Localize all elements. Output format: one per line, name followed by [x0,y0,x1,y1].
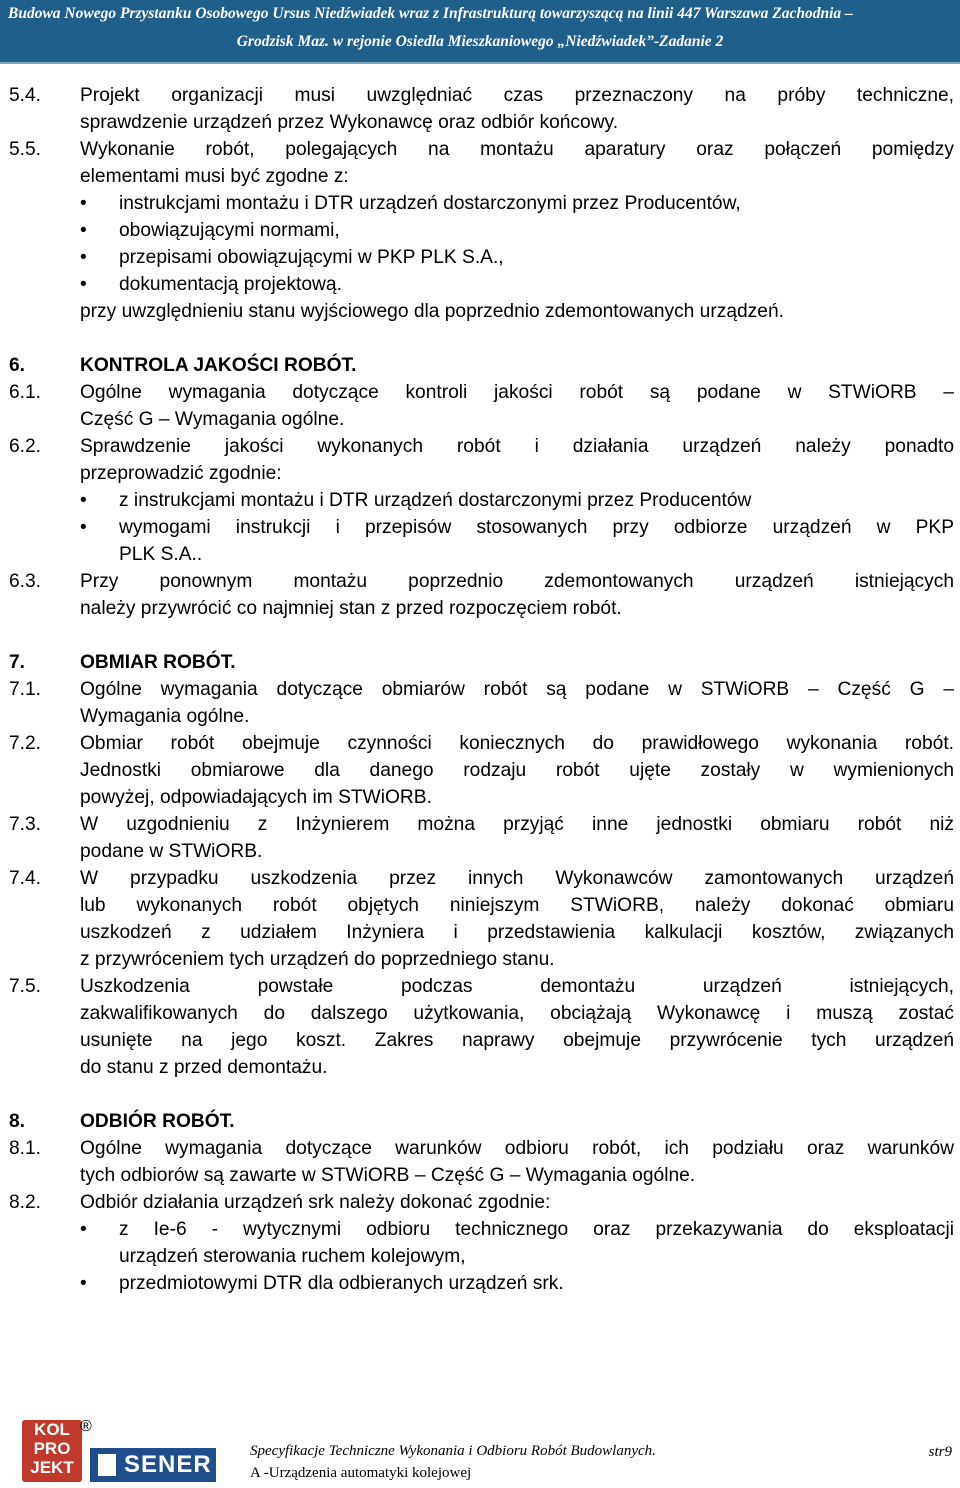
text-line: lub wykonanych robót objętych niniejszym STWiORB, należy dokonać obmiaru [80,895,954,916]
text-line: należy przywrócić co najmniej stan z przed rozpoczęciem robót. [80,598,622,619]
list-item [0,1270,960,1297]
document-body [0,82,960,1297]
bullet-icon: • [80,193,87,214]
text-line: Uszkodzenia powstałe podczas demontażu urządzeń istniejących, [80,976,954,997]
text-line: Obmiar robót obejmuje czynności koniecznych do prawidłowego wykonania robót. [80,733,954,754]
text-line: powyżej, odpowiadających im STWiORB. [80,787,432,808]
list-item-text: urządzeń sterowania ruchem kolejowym, [119,1246,466,1267]
section-title: OBMIAR ROBÓT. [80,652,236,673]
bullet-icon: • [80,1273,87,1294]
section-5-5-closing: przy uwzględnieniu stanu wyjściowego dla poprzednio zdemontowanych urządzeń. [80,301,784,322]
text-line: Część G – Wymagania ogólne. [80,409,345,430]
section-6-1 [0,379,960,433]
text-line: Projekt organizacji musi uwzględniać czas przeznaczony na próby techniczne, [80,85,954,106]
bullet-icon: • [80,1219,87,1240]
text-line: elementami musi być zgodne z: [80,166,349,187]
text-line: W przypadku uszkodzenia przez innych Wykonawców zamontowanych urządzeń [80,868,954,889]
list-item-text: instrukcjami montażu i DTR urządzeń dostarczonymi przez Producentów, [119,193,741,214]
bullet-icon: • [80,247,87,268]
list-item-text: obowiązującymi normami, [119,220,340,241]
text-line: podane w STWiORB. [80,841,263,862]
list-item [0,271,960,298]
logo-text: JEKT [30,1458,74,1477]
section-heading-6 [0,352,960,379]
section-number: 6.3. [9,571,42,592]
text-line: Ogólne wymagania dotyczące warunków odbioru robót, ich podziału oraz warunków [80,1138,954,1159]
list-item-text: z Ie-6 - wytycznymi odbioru technicznego oraz przekazywania do eksploatacji [119,1219,954,1240]
section-7-5 [0,973,960,1081]
text-line: Sprawdzenie jakości wykonanych robót i działania urządzeń należy ponadto [80,436,954,457]
text-line: do stanu z przed demontażu. [80,1057,328,1078]
section-5-5 [0,136,960,190]
list-item [0,244,960,271]
section-number: 7. [9,652,26,673]
text-line: sprawdzenie urządzeń przez Wykonawcę oraz odbiór końcowy. [80,112,619,133]
section-heading-7 [0,649,960,676]
text-line: zakwalifikowanych do dalszego użytkowania, obciążają Wykonawcę i muszą zostać [80,1003,954,1024]
document-footer [0,1410,960,1488]
logo-text: PRO [33,1439,71,1458]
section-number: 7.2. [9,733,42,754]
bullet-icon: • [80,274,87,295]
text-line: Ogólne wymagania dotyczące obmiarów robót są podane w STWiORB – Część G – [80,679,954,700]
header-divider [0,62,960,64]
section-number: 5.5. [9,139,42,160]
section-number: 7.3. [9,814,42,835]
section-number: 6.2. [9,436,42,457]
list-item-text: przedmiotowymi DTR dla odbieranych urządzeń srk. [119,1273,564,1294]
section-number: 8.2. [9,1192,42,1213]
text-line: W uzgodnieniu z Inżynierem można przyjąć inne jednostki obmiaru robót niż [80,814,954,835]
section-title: KONTROLA JAKOŚCI ROBÓT. [80,355,357,376]
text-line: uszkodzeń z udziałem Inżyniera i przedstawienia kalkulacji kosztów, związanych [80,922,954,943]
section-number: 8.1. [9,1138,42,1159]
text-line: usunięte na jego koszt. Zakres naprawy obejmuje przywrócenie tych urządzeń [80,1030,954,1051]
text-line: Przy ponownym montażu poprzednio zdemontowanych urządzeń istniejących [80,571,954,592]
section-title: ODBIÓR ROBÓT. [80,1111,235,1132]
registered-mark: ® [80,1418,92,1435]
text-line: Jednostki obmiarowe dla danego rodzaju robót ujęte zostały w wymienionych [80,760,954,781]
section-6-3 [0,568,960,622]
section-number: 8. [9,1111,26,1132]
sener-mark-icon [98,1454,116,1476]
document-header [0,0,960,62]
bullet-icon: • [80,490,87,511]
bullet-icon: • [80,517,87,538]
list-item-text: dokumentacją projektową. [119,274,342,295]
section-8-1 [0,1135,960,1189]
section-heading-8 [0,1108,960,1135]
section-8-2 [0,1189,960,1216]
text-line: z przywróceniem tych urządzeń do poprzedniego stanu. [80,949,555,970]
text-line: Wykonanie robót, polegających na montażu aparatury oraz połączeń pomiędzy [80,139,954,160]
text-line: Odbiór działania urządzeń srk należy dokonać zgodnie: [80,1192,551,1213]
list-item-text: PLK S.A.. [119,544,203,565]
footer-spec-line-2: A -Urządzenia automatyki kolejowej [250,1465,472,1481]
section-6-2 [0,433,960,487]
page-number: str9 [928,1444,952,1460]
section-number: 7.4. [9,868,42,889]
list-item-text: wymogami instrukcji i przepisów stosowanych przy odbiorze urządzeń w PKP [119,517,954,538]
section-number: 7.5. [9,976,42,997]
section-number: 7.1. [9,679,42,700]
text-line: Ogólne wymagania dotyczące kontroli jakości robót są podane w STWiORB – [80,382,954,403]
list-item-text: przepisami obowiązującymi w PKP PLK S.A., [119,247,504,268]
footer-spec-text [250,1440,656,1484]
section-7-4 [0,865,960,973]
section-7-1 [0,676,960,730]
section-number: 6. [9,355,26,376]
section-5-4 [0,82,960,136]
list-item [0,514,960,568]
header-line-1: Budowa Nowego Przystanku Osobowego Ursus Niedźwiadek wraz z Infrastrukturą towarzyszącą na linii 447 Warszawa Zachodnia – [8,5,853,22]
bullet-icon: • [80,220,87,241]
logo-text: SENER [124,1451,212,1478]
kolprojekt-logo [22,1420,82,1482]
section-number: 5.4. [9,85,42,106]
header-line-2: Grodzisk Maz. w rejonie Osiedla Mieszkaniowego „Niedźwiadek”-Zadanie 2 [236,33,724,50]
footer-spec-line-1: Specyfikacje Techniczne Wykonania i Odbioru Robót Budowlanych. [250,1443,656,1459]
section-7-2 [0,730,960,811]
list-item [0,217,960,244]
sener-logo [90,1448,216,1482]
list-item [0,487,960,514]
text-line: Wymagania ogólne. [80,706,250,727]
logo-text: KOL [34,1420,70,1439]
section-number: 6.1. [9,382,42,403]
list-item-text: z instrukcjami montażu i DTR urządzeń dostarczonymi przez Producentów [119,490,752,511]
list-item [0,190,960,217]
text-line: tych odbiorów są zawarte w STWiORB – Część G – Wymagania ogólne. [80,1165,696,1186]
text-line: przeprowadzić zgodnie: [80,463,282,484]
section-7-3 [0,811,960,865]
list-item [0,1216,960,1270]
